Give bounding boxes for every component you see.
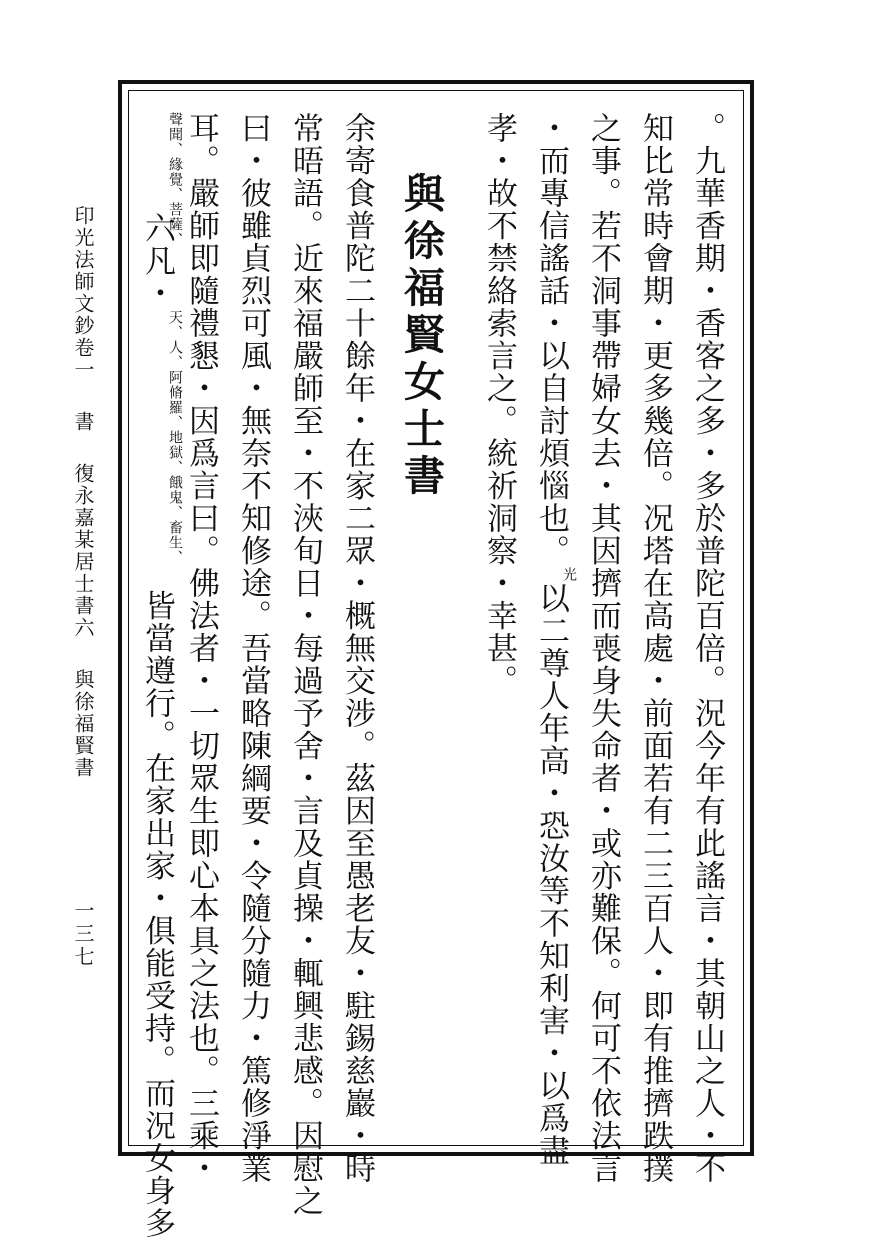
letter-column-3: 曰・彼雖貞烈可風・無奈不知修途。吾當略陳綱要・令隨分隨力・篤修淨業 xyxy=(235,112,271,1185)
author-self-reference-note: 光 xyxy=(561,567,577,582)
interlinear-note-three-vehicles: 聲聞、緣覺、菩薩、 xyxy=(167,112,183,247)
header-section: 書 xyxy=(71,411,95,433)
text-column-2: 知比常時會期・更多幾倍。况塔在高處・前面若有二三百人・即有推擠跌撲 xyxy=(637,112,673,1185)
letter-column-4: 耳。嚴師即隨禮懇・因爲言曰。佛法者・一切眾生即心本具之法也。三乘・ xyxy=(183,112,219,1185)
text-column-1: 。九華香期・香客之多・多於普陀百倍。況今年有此謠言・其朝山之人・不 xyxy=(689,112,725,1185)
header-letter-ref: 復永嘉某居士書六 xyxy=(71,463,95,639)
letter-column-5 xyxy=(130,112,184,1240)
header-current-letter: 與徐福賢書 xyxy=(71,669,95,779)
page-number: 一三七 xyxy=(71,900,95,969)
letter-title: 與徐福賢女士書 xyxy=(397,172,445,501)
text-column-3: 之事。若不洞事帶婦女去・其因擠而喪身失命者・或亦難保。何可不依法言 xyxy=(585,112,621,1185)
letter-column-2: 常晤語。近來福嚴師至・不浹旬日・每過予舍・言及貞操・輒興悲感。因慰之 xyxy=(287,112,323,1217)
header-book-title: 印光法師文鈔卷一 xyxy=(71,205,95,381)
text-column-4-tail: 以二尊人年高・恐汝等不知利害・以爲盡 xyxy=(533,582,569,1167)
text-column-4 xyxy=(524,112,578,1167)
text-column-4-main: ・而專信謠話・以自討煩惱也。 xyxy=(533,112,569,567)
letter-column-1: 余寄食普陀二十餘年・在家二眾・概無交涉。茲因至愚老友・駐錫慈巖・時 xyxy=(339,112,375,1185)
letter-column-5-mid: 六凡・ xyxy=(139,212,175,310)
running-header xyxy=(68,205,98,779)
letter-column-5-tail: 皆當遵行。在家出家・俱能受持。而況女身多 xyxy=(139,589,175,1240)
interlinear-note-six-realms: 天、人、阿脩羅、地獄、餓鬼、畜生、 xyxy=(167,309,183,565)
text-column-5: 孝・故不禁絡索言之。統祈洞察・幸甚。 xyxy=(481,112,517,697)
